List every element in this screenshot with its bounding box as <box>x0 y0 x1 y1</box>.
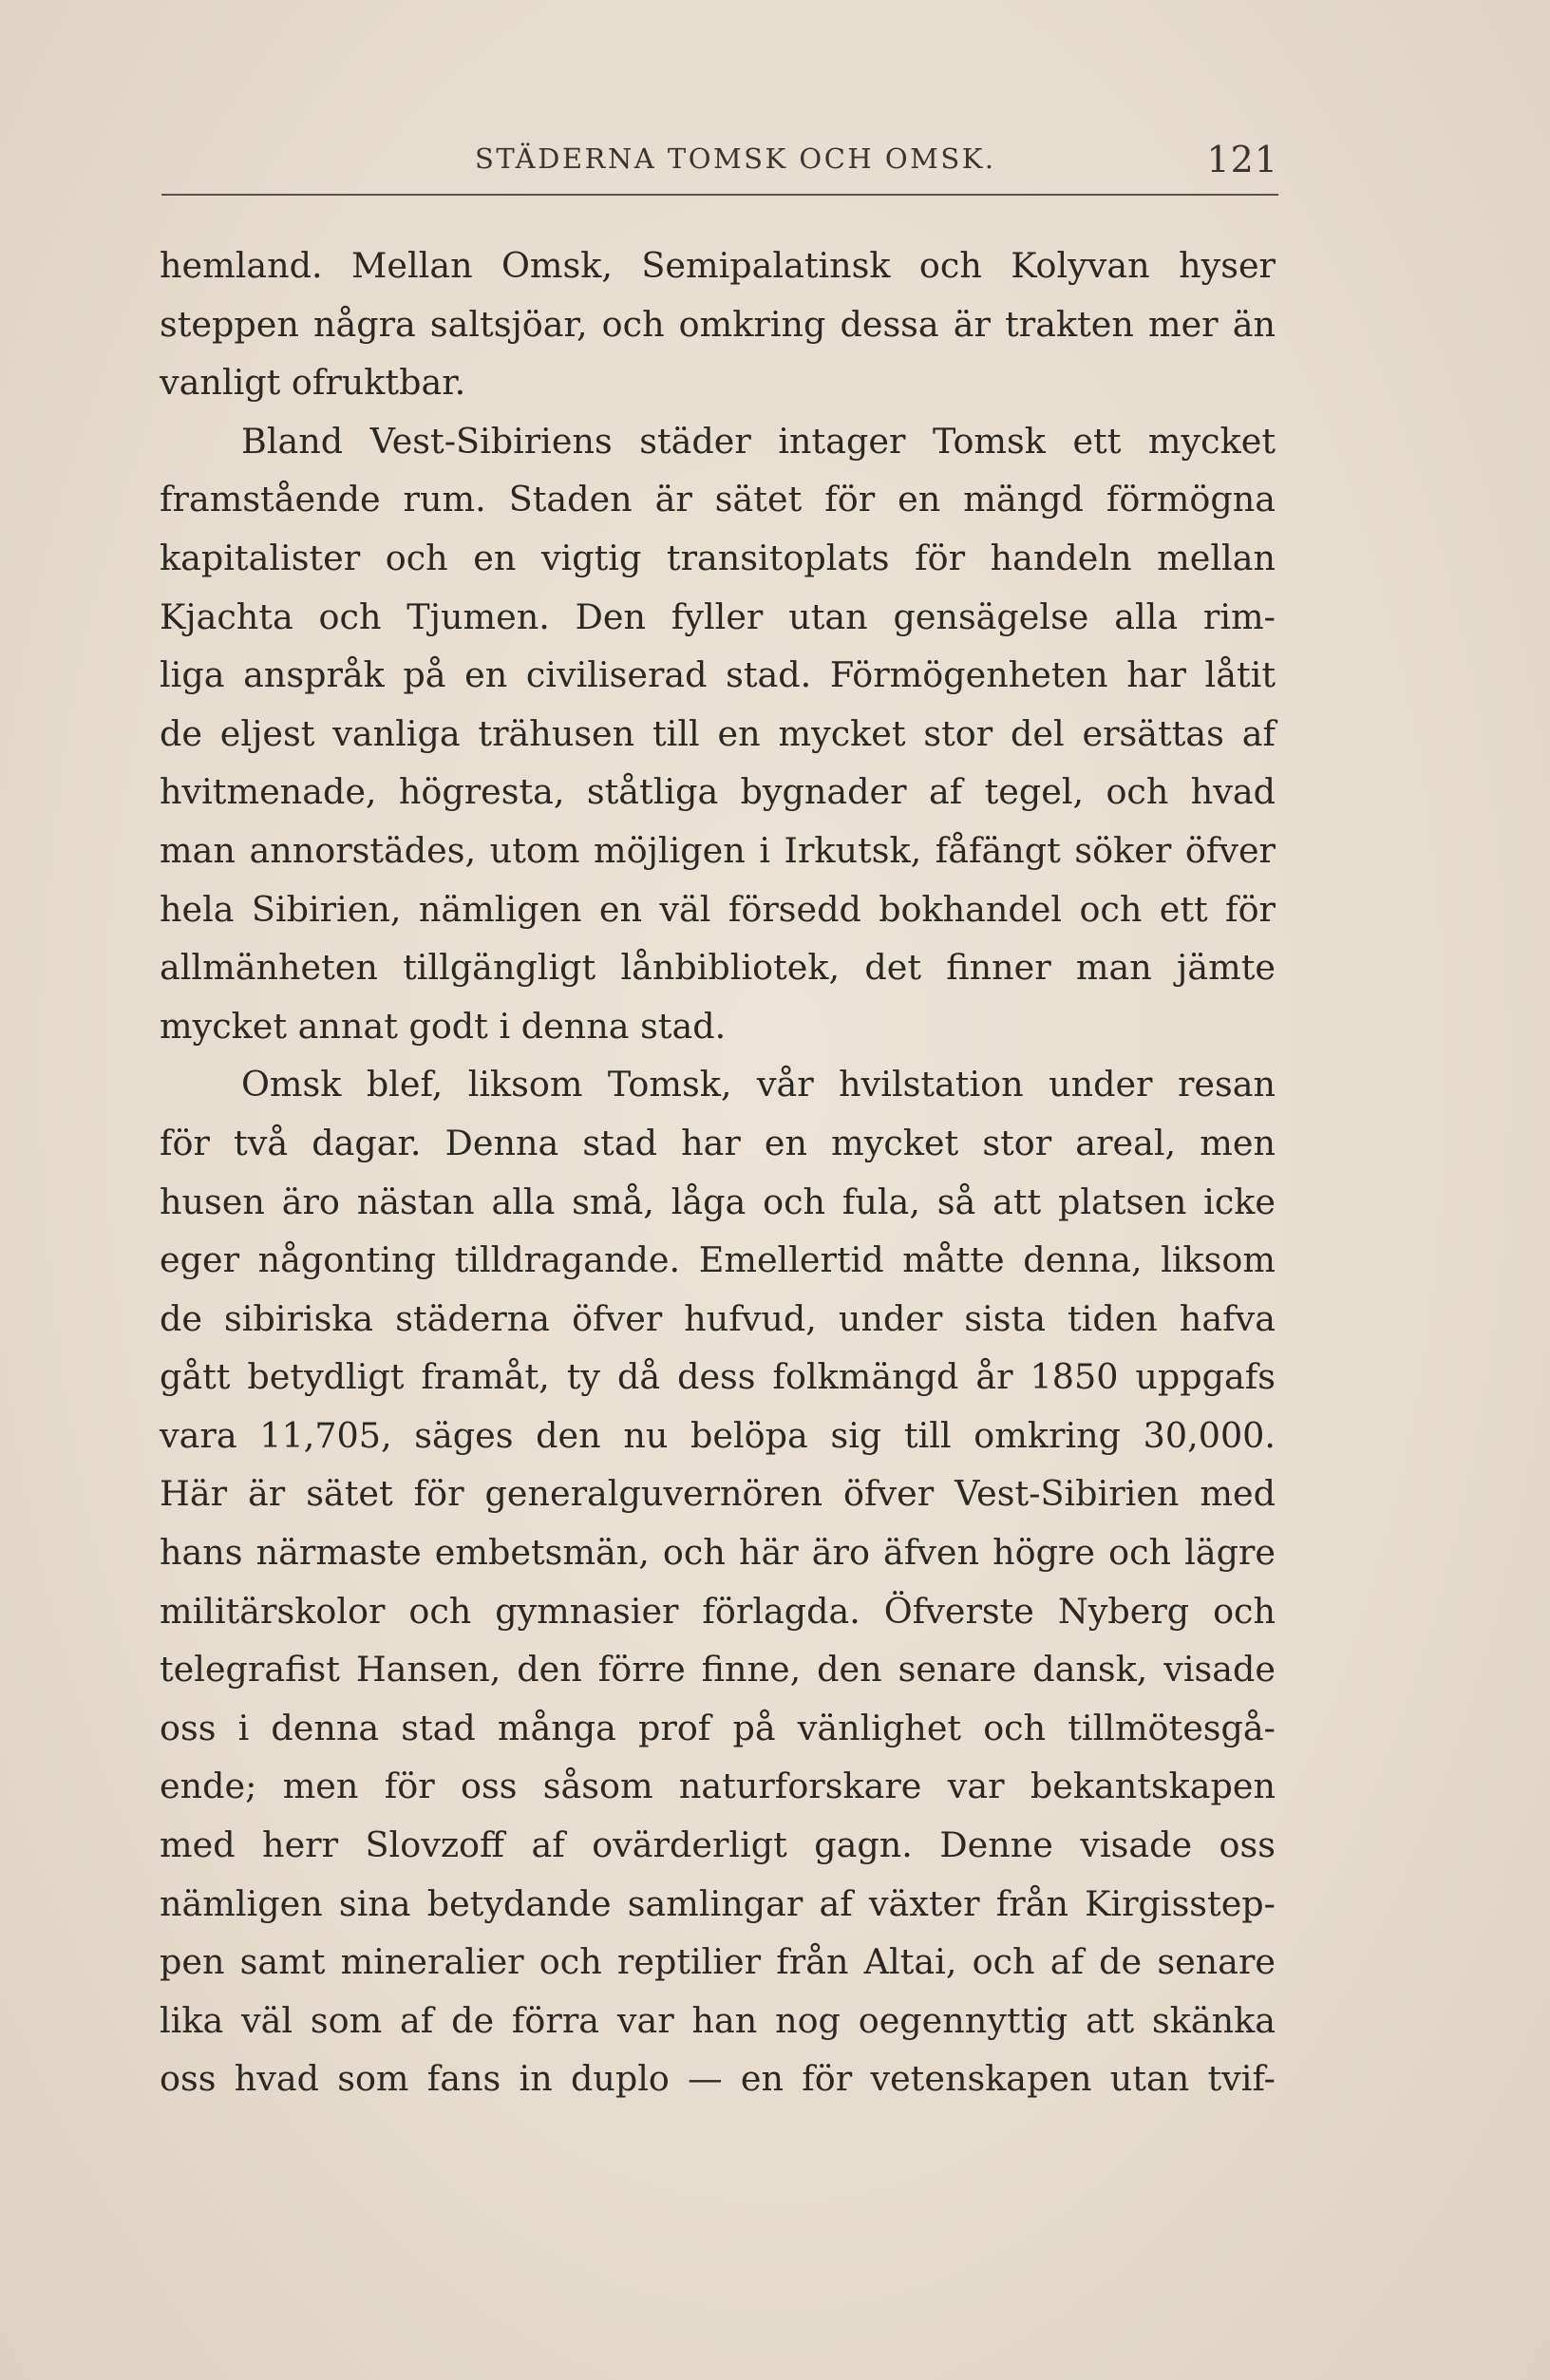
text-line: man annorstädes, utom möjligen i Irkutsk, fåfängt söker öfver <box>160 829 1276 871</box>
text-line: Här är sätet för generalguvernören öfver Vest-Sibirien med <box>160 1473 1276 1515</box>
text-line: Bland Vest-Sibiriens städer intager Tomsk ett mycket <box>241 420 1276 462</box>
text-line: de sibiriska städerna öfver hufvud, under sista tiden hafva <box>160 1297 1276 1339</box>
text-line: kapitalister och en vigtig transitoplats för handeln mellan <box>160 537 1276 578</box>
body-text <box>160 236 1276 2108</box>
text-line: hela Sibirien, nämligen en väl försedd bokhandel och ett för <box>160 888 1276 930</box>
page-header <box>161 139 1278 199</box>
text-line: för två dagar. Denna stad har en mycket stor areal, men <box>160 1122 1276 1163</box>
header-rule <box>161 194 1278 196</box>
text-line: steppen några saltsjöar, och omkring dessa är trakten mer än <box>160 303 1276 345</box>
text-line: oss i denna stad många prof på vänlighet och tillmötesgå- <box>160 1707 1276 1748</box>
text-line: hans närmaste embetsmän, och här äro äfven högre och lägre <box>160 1532 1276 1574</box>
running-head: STÄDERNA TOMSK OCH OMSK. <box>475 142 996 175</box>
text-line: med herr Slovzoff af ovärderligt gagn. Denne visade oss <box>160 1824 1276 1866</box>
text-line: lika väl som af de förra var han nog oegennyttig att skänka <box>160 1999 1276 2041</box>
text-line: hvitmenade, högresta, ståtliga bygnader af tegel, och hvad <box>160 771 1276 813</box>
text-line: hemland. Mellan Omsk, Semipalatinsk och Kolyvan hyser <box>160 245 1276 286</box>
page-number: 121 <box>1206 139 1278 180</box>
text-line: husen äro nästan alla små, låga och fula, så att platsen icke <box>160 1181 1276 1222</box>
text-line: ende; men för oss såsom naturforskare var bekantskapen <box>160 1766 1276 1807</box>
text-line: liga anspråk på en civiliserad stad. Förmögenheten har låtit <box>160 654 1276 696</box>
text-line: oss hvad som fans in duplo — en för vetenskapen utan tvif- <box>160 2058 1276 2100</box>
text-line: vara 11,705, säges den nu belöpa sig till omkring 30,000. <box>160 1414 1276 1456</box>
text-line: nämligen sina betydande samlingar af växter från Kirgisstep- <box>160 1882 1276 1924</box>
text-line: eger någonting tilldragande. Emellertid måtte denna, liksom <box>160 1239 1276 1281</box>
text-line: militärskolor och gymnasier förlagda. Öfverste Nyberg och <box>160 1590 1276 1632</box>
text-line: allmänheten tillgängligt lånbibliotek, det finner man jämte <box>160 947 1276 989</box>
text-line: pen samt mineralier och reptilier från Altai, och af de senare <box>160 1941 1276 1983</box>
text-line: Kjachta och Tjumen. Den fyller utan gensägelse alla rim- <box>160 595 1276 637</box>
text-line: de eljest vanliga trähusen till en mycket stor del ersättas af <box>160 712 1276 754</box>
text-line: vanligt ofruktbar. <box>160 362 466 404</box>
text-line: telegrafist Hansen, den förre finne, den senare dansk, visade <box>160 1649 1276 1691</box>
text-line: gått betydligt framåt, ty då dess folkmängd år 1850 uppgafs <box>160 1356 1276 1398</box>
text-line: Omsk blef, liksom Tomsk, vår hvilstation under resan <box>241 1064 1276 1105</box>
text-line: framstående rum. Staden är sätet för en mängd förmögna <box>160 479 1276 520</box>
text-line: mycket annat godt i denna stad. <box>160 1005 727 1047</box>
